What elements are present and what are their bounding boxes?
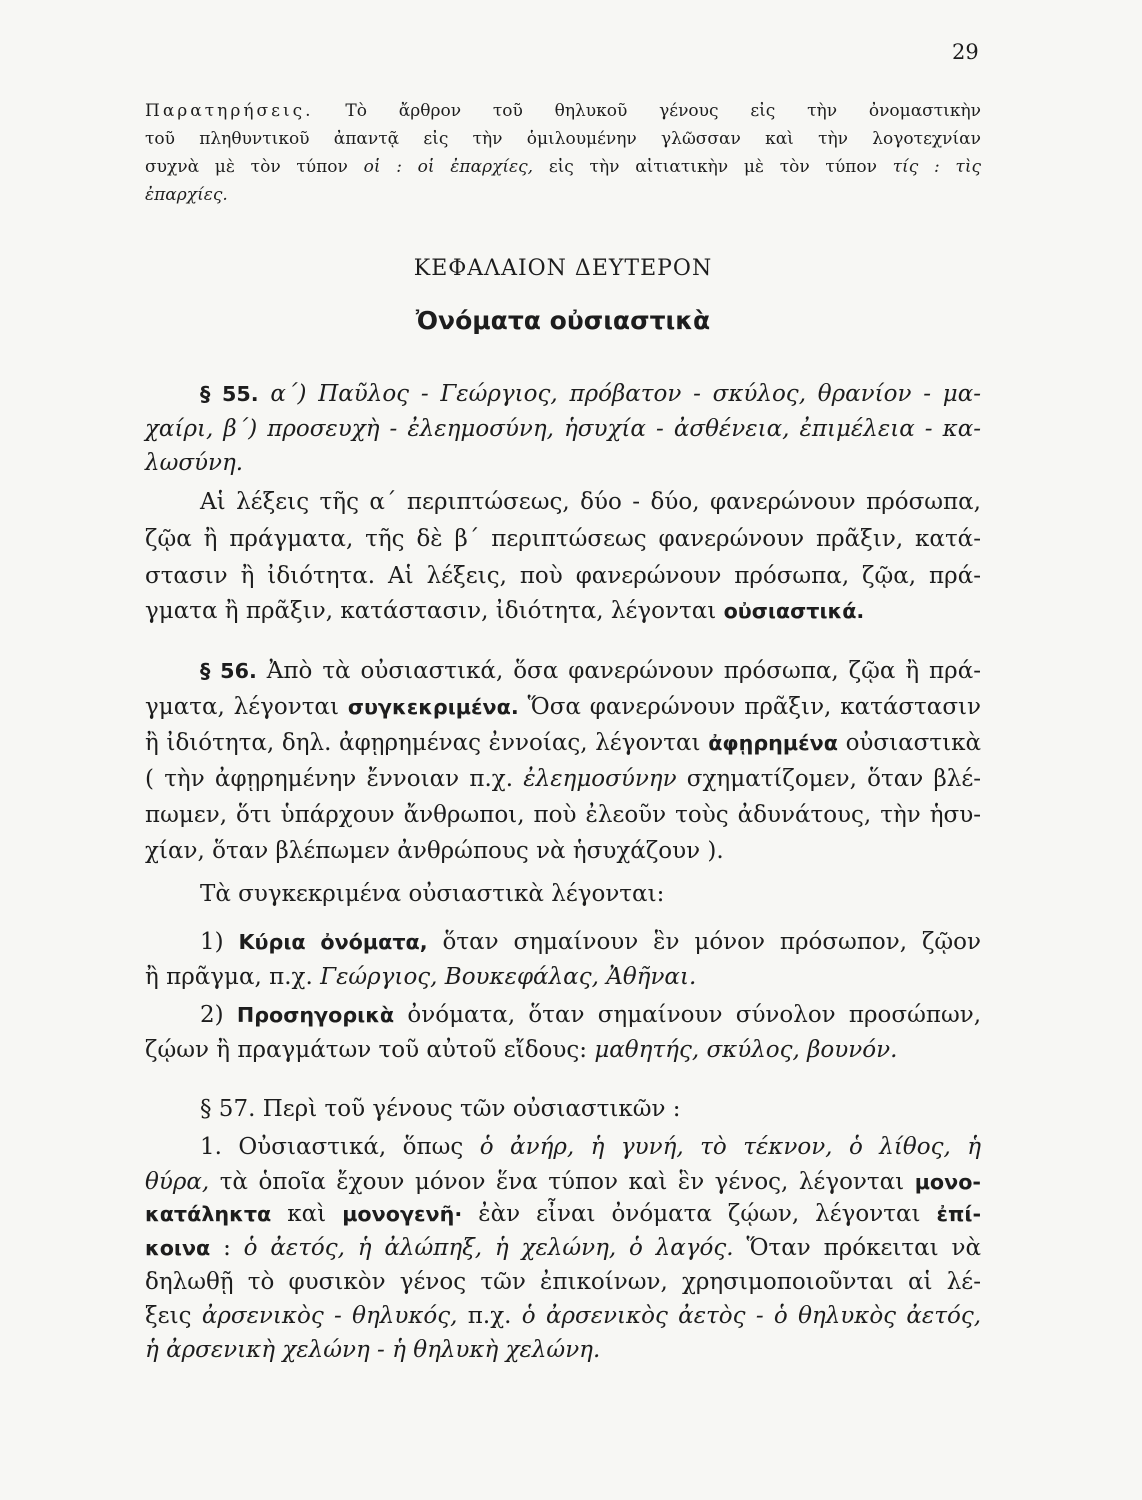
- text: ἢ πρᾶγμα, π.χ.: [145, 964, 313, 990]
- bold-term: Κύρια ὀνόματα,: [238, 930, 428, 954]
- bold-term: συγκεκριμένα.: [347, 695, 519, 719]
- bold-term: κοινα: [145, 1236, 211, 1260]
- text: ( τὴν ἀφῃρημένην ἔννοιαν π.χ.: [145, 766, 514, 792]
- text: τίς : τὶς: [892, 157, 982, 177]
- paragraph-line: [145, 726, 981, 760]
- bold-term: Προσηγορικὰ: [236, 1003, 395, 1027]
- paragraph-line: [145, 1231, 981, 1265]
- paragraph-line: [200, 1130, 981, 1164]
- text: τὰ ὁποῖα ἔχουν μόνον ἕνα τύπον καὶ ἓν γένος, λέγονται: [219, 1169, 905, 1195]
- paragraph-line: [145, 1165, 981, 1199]
- section-number: § 55.: [200, 382, 259, 406]
- text: ὅταν σημαίνουν ἓν μόνον πρόσωπον, ζῷον: [442, 929, 982, 955]
- text: ἐὰν εἶναι ὀνόματα ζῴων, λέγονται: [478, 1201, 921, 1227]
- text: Τὸ ἄρθρον τοῦ θηλυκοῦ γένους εἰς τὴν ὀνομαστικὴν: [345, 101, 981, 121]
- text: ὁ ἀνήρ, ἡ γυνή, τὸ τέκνον, ὁ λίθος, ἡ: [479, 1134, 982, 1160]
- paragraph-line: πωμεν, ὅτι ὑπάρχουν ἄνθρωποι, ποὺ ἐλεοῦν τοὺς ἀδυνάτους, τὴν ἡσυ-: [145, 802, 981, 828]
- text: ὀνόματα, ὅταν σημαίνουν σύνολον προσώπων,: [407, 1002, 982, 1028]
- paragraph-line: δηλωθῇ τὸ φυσικὸν γένος τῶν ἐπικοίνων, χρησιμοποιοῦνται αἱ λέ-: [145, 1269, 981, 1295]
- paragraph-line: [200, 925, 981, 959]
- chapter-title: ΚΕΦΑΛΑΙΟΝ ΔΕΥΤΕΡΟΝ: [413, 256, 713, 281]
- remarks-line: [145, 98, 981, 124]
- text: ὁ ἀετός, ἡ ἀλώπηξ, ἡ χελώνη, ὁ λαγός.: [243, 1235, 734, 1261]
- text: μαθητής, σκύλος, βουνόν.: [594, 1037, 898, 1063]
- text: καὶ: [287, 1201, 327, 1227]
- text: Ἀπὸ τὰ οὐσιαστικά, ὅσα φανερώνουν πρόσωπα, ζῷα ἢ πρά-: [266, 658, 981, 684]
- bold-term: μονογενῆ·: [342, 1202, 463, 1226]
- paragraph-line: [145, 1299, 981, 1333]
- paragraph-line: [145, 446, 981, 480]
- paragraph-line: [145, 690, 981, 724]
- text: 2): [200, 1002, 224, 1028]
- text: ἢ ἰδιότητα, δηλ. ἀφῃρημένας ἐννοίας, λέγονται: [145, 730, 701, 756]
- paragraph-line: [145, 762, 981, 796]
- bold-term: κατάληκτα: [145, 1202, 272, 1226]
- text: Ὅταν πρόκειται νὰ: [746, 1235, 981, 1261]
- text: :: [223, 1235, 231, 1261]
- paragraph-line: [200, 998, 981, 1032]
- text: γματα, λέγονται: [145, 694, 339, 720]
- remarks-line: τοῦ πληθυντικοῦ ἀπαντᾷ εἰς τὴν ὁμιλουμένην γλῶσσαν καὶ τὴν λογοτεχνίαν: [145, 129, 981, 149]
- text: συχνὰ μὲ τὸν τύπον: [145, 157, 348, 177]
- bold-term: οὐσιαστικά.: [723, 599, 865, 623]
- paragraph-line: [145, 412, 981, 446]
- text: ξεις: [145, 1303, 192, 1329]
- remarks-line: [145, 154, 981, 180]
- paragraph-line: [145, 594, 981, 628]
- section-heading: Ὀνόματα οὐσιαστικὰ: [415, 306, 711, 335]
- paragraph-line: [145, 1197, 981, 1231]
- text: β΄): [223, 416, 258, 442]
- paragraph-line: στασιν ἢ ἰδιότητα. Αἱ λέξεις, ποὺ φανερώνουν πρόσωπα, ζῷα, πρά-: [145, 563, 981, 589]
- text: Γεώργιος, Βουκεφάλας, Ἀθῆναι.: [320, 964, 697, 990]
- text: χαίρι,: [145, 416, 214, 442]
- text: π.χ.: [467, 1303, 512, 1329]
- text: 1): [200, 929, 224, 955]
- text: ἡ ἀρσενικὴ χελώνη - ἡ θηλυκὴ χελώνη.: [145, 1337, 601, 1363]
- text: προσευχὴ - ἐλεημοσύνη, ἡσυχία - ἀσθένεια, ἐπιμέλεια - κα-: [267, 416, 982, 442]
- text: σχηματίζομεν, ὅταν βλέ-: [686, 766, 982, 792]
- paragraph-line: [145, 1033, 981, 1067]
- remarks-line: [145, 182, 981, 208]
- paragraph-line: [200, 654, 981, 688]
- text: γματα ἢ πρᾶξιν, κατάστασιν, ἰδιότητα, λέγονται: [145, 598, 717, 624]
- text: λωσύνη.: [145, 450, 244, 476]
- text: θύρα,: [145, 1169, 210, 1195]
- text: Ὅσα φανερώνουν πρᾶξιν, κατάστασιν: [527, 694, 982, 720]
- section-number: § 56.: [200, 659, 257, 683]
- text: οὐσιαστικὰ: [845, 730, 982, 756]
- remarks-label: Παρατηρήσεις.: [145, 101, 314, 121]
- paragraph-line: Αἱ λέξεις τῆς α΄ περιπτώσεως, δύο - δύο, φανερώνουν πρόσωπα,: [200, 489, 981, 515]
- paragraph-line: [145, 960, 981, 994]
- paragraph-line: § 57. Περὶ τοῦ γένους τῶν οὐσιαστικῶν :: [200, 1096, 681, 1122]
- paragraph-line: [200, 377, 981, 411]
- paragraph-line: ζῷα ἢ πράγματα, τῆς δὲ β΄ περιπτώσεως φανερώνουν πρᾶξιν, κατά-: [145, 526, 981, 552]
- bold-term: ἐπί-: [936, 1202, 982, 1226]
- page-number: 29: [952, 40, 979, 64]
- text: ἐπαρχίες.: [145, 185, 228, 205]
- text: ζῴων ἢ πραγμάτων τοῦ αὐτοῦ εἴδους:: [145, 1037, 588, 1063]
- paragraph-line: [145, 1333, 981, 1367]
- text: 1. Οὐσιαστικά, ὅπως: [200, 1134, 464, 1160]
- paragraph-line: χίαν, ὅταν βλέπωμεν ἀνθρώπους νὰ ἡσυχάζουν ).: [145, 838, 724, 864]
- text: ὁ ἀρσενικὸς ἀετὸς - ὁ θηλυκὸς ἀετός,: [521, 1303, 982, 1329]
- text: ἐλεημοσύνην: [523, 766, 677, 792]
- text: Παῦλος - Γεώργιος, πρόβατον - σκύλος, θρανίον - μα-: [318, 381, 982, 407]
- text: α΄): [270, 381, 307, 407]
- text: εἰς τὴν αἰτιατικὴν μὲ τὸν τύπον: [548, 157, 877, 177]
- bold-term: μονο-: [914, 1170, 982, 1194]
- bold-term: ἀφῃρημένα: [708, 731, 838, 755]
- text: οἱ : οἱ ἐπαρχίες,: [363, 157, 534, 177]
- text: ἀρσενικὸς - θηλυκός,: [201, 1303, 458, 1329]
- paragraph-line: Τὰ συγκεκριμένα οὐσιαστικὰ λέγονται:: [200, 881, 665, 907]
